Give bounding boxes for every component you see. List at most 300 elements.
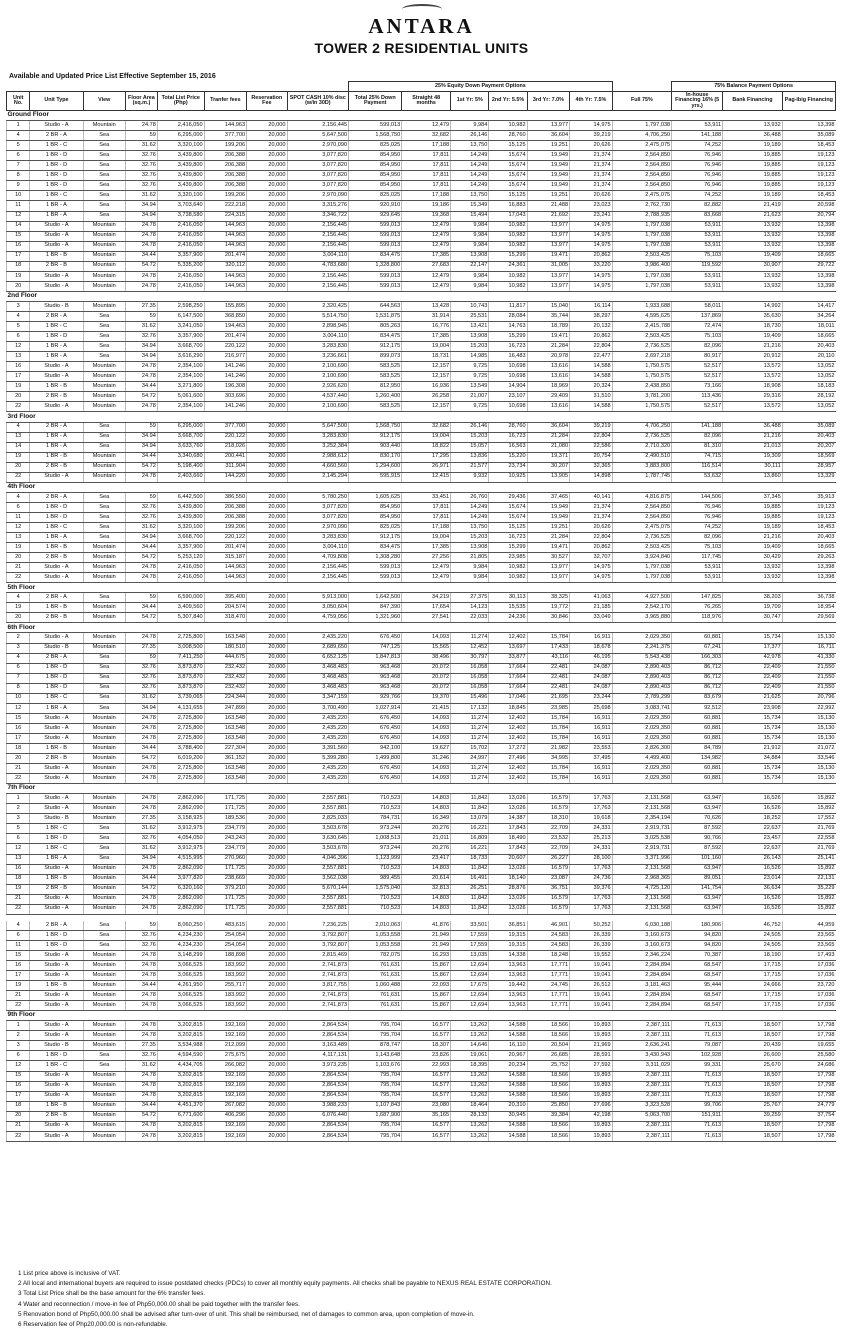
table-cell: 183,992 bbox=[204, 991, 247, 1001]
table-cell: 1,575,040 bbox=[349, 884, 402, 894]
table-cell: 4 bbox=[7, 311, 30, 321]
table-cell: Studio - A bbox=[30, 1091, 83, 1101]
table-cell: 3,468,483 bbox=[287, 673, 349, 683]
table-cell: 238,669 bbox=[204, 874, 247, 884]
table-cell: 14,249 bbox=[451, 512, 489, 522]
table-cell: 192,169 bbox=[204, 1021, 247, 1031]
table-cell: Sea bbox=[83, 824, 126, 834]
table-cell: 899,073 bbox=[349, 352, 402, 362]
table-cell: 14,975 bbox=[570, 121, 613, 131]
table-cell: 39,376 bbox=[570, 884, 613, 894]
table-cell: 17 bbox=[7, 251, 30, 261]
table-cell: 2,710,320 bbox=[612, 442, 672, 452]
table-cell: 30,907 bbox=[723, 261, 783, 271]
table-cell: 32.76 bbox=[126, 940, 158, 950]
table-cell: Studio - A bbox=[30, 231, 83, 241]
effective-date: Available and Updated Price List Effective September 15, 2016 bbox=[9, 73, 216, 80]
table-cell: 2,503,425 bbox=[612, 543, 672, 553]
table-cell: 24.78 bbox=[126, 1071, 158, 1081]
table-cell: Mountain bbox=[83, 991, 126, 1001]
table-cell: Mountain bbox=[83, 723, 126, 733]
table-cell: 1 bbox=[7, 121, 30, 131]
table-cell: 4 bbox=[7, 653, 30, 663]
table-cell: 4,054,050 bbox=[157, 834, 204, 844]
table-cell: 6 bbox=[7, 332, 30, 342]
table-cell: 15,892 bbox=[782, 794, 835, 804]
table-cell: 33,451 bbox=[402, 492, 451, 502]
table-cell: 20,000 bbox=[247, 960, 287, 970]
table-cell: 18,566 bbox=[527, 1071, 570, 1081]
table-cell: 2,557,881 bbox=[287, 794, 349, 804]
column-header: 2nd Yr: 5.5% bbox=[489, 92, 527, 111]
table-cell: 2,029,350 bbox=[612, 713, 672, 723]
table-cell: 22,637 bbox=[723, 844, 783, 854]
table-cell: 13,572 bbox=[723, 402, 783, 412]
table-cell: 14,975 bbox=[570, 241, 613, 251]
table-row bbox=[7, 543, 836, 553]
column-header: Straight 48 months bbox=[402, 92, 451, 111]
table-cell: 18,665 bbox=[782, 332, 835, 342]
table-cell: 68,547 bbox=[672, 971, 723, 981]
table-cell: 24,505 bbox=[723, 930, 783, 940]
table-cell: 1 BR - D bbox=[30, 151, 83, 161]
table-cell: 4,759,056 bbox=[287, 613, 349, 623]
table-cell: 15,892 bbox=[782, 904, 835, 914]
table-cell: 2 BR - B bbox=[30, 462, 83, 472]
table-cell: 20,403 bbox=[782, 432, 835, 442]
table-cell: 144,963 bbox=[204, 573, 247, 583]
table-cell: 6 bbox=[7, 502, 30, 512]
table-cell: Sea bbox=[83, 502, 126, 512]
table-cell: Studio - A bbox=[30, 794, 83, 804]
table-row bbox=[7, 1031, 836, 1041]
table-cell: 21,007 bbox=[451, 392, 489, 402]
table-cell: 119,592 bbox=[672, 261, 723, 271]
table-cell: 20,000 bbox=[247, 301, 287, 311]
table-cell: 2,029,350 bbox=[612, 633, 672, 643]
table-cell: 80,917 bbox=[672, 352, 723, 362]
table-cell: 28,132 bbox=[451, 1111, 489, 1121]
table-cell: 3,391,560 bbox=[287, 744, 349, 754]
table-cell: 3,468,483 bbox=[287, 663, 349, 673]
table-cell: 141,246 bbox=[204, 362, 247, 372]
table-cell: 912,175 bbox=[349, 342, 402, 352]
table-cell: 13,977 bbox=[527, 271, 570, 281]
table-cell: 13,836 bbox=[451, 452, 489, 462]
table-cell: 54.72 bbox=[126, 613, 158, 623]
table-cell: 2,557,881 bbox=[287, 864, 349, 874]
table-cell: 24.78 bbox=[126, 960, 158, 970]
table-cell: 20,000 bbox=[247, 201, 287, 211]
floor-name: 4th Floor bbox=[7, 482, 836, 492]
table-cell: 761,631 bbox=[349, 1001, 402, 1011]
table-cell: 9,984 bbox=[451, 121, 489, 131]
table-cell: 13,932 bbox=[723, 271, 783, 281]
table-cell: 676,450 bbox=[349, 713, 402, 723]
table-cell: 22 bbox=[7, 472, 30, 482]
table-cell: 12 bbox=[7, 703, 30, 713]
table-cell: 2,862,090 bbox=[157, 794, 204, 804]
table-cell: 3,252,384 bbox=[287, 442, 349, 452]
table-cell: 31,510 bbox=[570, 392, 613, 402]
table-cell: 17,798 bbox=[782, 1121, 835, 1131]
table-cell: 20,000 bbox=[247, 794, 287, 804]
table-cell: 21,550 bbox=[782, 683, 835, 693]
table-cell: 2,131,568 bbox=[612, 904, 672, 914]
table-cell: 21,969 bbox=[570, 1041, 613, 1051]
table-cell: 34.94 bbox=[126, 854, 158, 864]
table-cell: 19,004 bbox=[402, 342, 451, 352]
table-cell: 46,195 bbox=[570, 653, 613, 663]
table-cell: 2,475,075 bbox=[612, 141, 672, 151]
table-cell: 3,924,840 bbox=[612, 553, 672, 563]
table-cell: 2,862,090 bbox=[157, 894, 204, 904]
table-cell: 710,523 bbox=[349, 794, 402, 804]
table-cell: 2,435,220 bbox=[287, 713, 349, 723]
column-header: Total List Price (Php) bbox=[157, 92, 204, 111]
table-cell: 20,000 bbox=[247, 854, 287, 864]
table-cell: 11,274 bbox=[451, 713, 489, 723]
table-cell: 22,409 bbox=[723, 673, 783, 683]
table-cell: 20,000 bbox=[247, 432, 287, 442]
table-cell: Sea bbox=[83, 1051, 126, 1061]
table-cell: 20,000 bbox=[247, 392, 287, 402]
table-cell: 23,023 bbox=[570, 201, 613, 211]
equity-dp-header: 25% Equity Down Payment Options bbox=[349, 82, 613, 92]
table-cell: 200,441 bbox=[204, 452, 247, 462]
table-cell: 18,908 bbox=[723, 382, 783, 392]
table-cell: 3,503,678 bbox=[287, 824, 349, 834]
table-row bbox=[7, 960, 836, 970]
table-cell: 3,077,820 bbox=[287, 161, 349, 171]
table-cell: 2,416,050 bbox=[157, 231, 204, 241]
table-cell: 20,000 bbox=[247, 774, 287, 784]
table-cell: 2,564,850 bbox=[612, 512, 672, 522]
table-cell: 24.78 bbox=[126, 713, 158, 723]
table-cell: 32,682 bbox=[402, 422, 451, 432]
table-cell: 1 BR - C bbox=[30, 1061, 83, 1071]
table-cell: 20,000 bbox=[247, 764, 287, 774]
table-cell: Mountain bbox=[83, 121, 126, 131]
table-cell: 17,036 bbox=[782, 960, 835, 970]
table-cell: 41,063 bbox=[570, 593, 613, 603]
table-cell: 19,409 bbox=[723, 332, 783, 342]
table-cell: 3,788,400 bbox=[157, 744, 204, 754]
table-cell: 7,236,225 bbox=[287, 921, 349, 931]
table-cell: 2,564,850 bbox=[612, 171, 672, 181]
table-cell: 2,416,050 bbox=[157, 241, 204, 251]
table-cell: 3,357,900 bbox=[157, 332, 204, 342]
table-cell: 13,428 bbox=[402, 301, 451, 311]
table-cell: 20,000 bbox=[247, 422, 287, 432]
table-cell: 144,963 bbox=[204, 563, 247, 573]
table-cell: 20,000 bbox=[247, 1021, 287, 1031]
table-cell: 12,157 bbox=[402, 372, 451, 382]
table-cell: 2 BR - B bbox=[30, 613, 83, 623]
table-cell: 13,905 bbox=[527, 472, 570, 482]
table-cell: 90,766 bbox=[672, 834, 723, 844]
table-cell: 15,496 bbox=[451, 693, 489, 703]
table-cell: 36,604 bbox=[527, 131, 570, 141]
table-cell: 15,867 bbox=[402, 960, 451, 970]
table-cell: Sea bbox=[83, 141, 126, 151]
table-cell: 14,588 bbox=[489, 1121, 527, 1131]
table-cell: 1,499,800 bbox=[349, 754, 402, 764]
table-cell: 15,130 bbox=[782, 713, 835, 723]
table-cell: 1 BR - B bbox=[30, 603, 83, 613]
table-cell: 18,789 bbox=[527, 322, 570, 332]
table-cell: 395,400 bbox=[204, 593, 247, 603]
table-cell: 75,103 bbox=[672, 332, 723, 342]
column-header: 1st Yr: 5% bbox=[451, 92, 489, 111]
table-cell: 805,263 bbox=[349, 322, 402, 332]
table-cell: 19 bbox=[7, 981, 30, 991]
table-cell: 24,087 bbox=[570, 673, 613, 683]
table-cell: 22 bbox=[7, 402, 30, 412]
table-cell: 16,776 bbox=[402, 322, 451, 332]
table-cell: Studio - A bbox=[30, 633, 83, 643]
table-cell: 761,631 bbox=[349, 991, 402, 1001]
table-cell: 18,566 bbox=[527, 1021, 570, 1031]
table-cell: 377,700 bbox=[204, 131, 247, 141]
table-cell: 212,099 bbox=[204, 1041, 247, 1051]
table-cell: 83,679 bbox=[672, 693, 723, 703]
table-cell: 10 bbox=[7, 191, 30, 201]
table-cell: 12,479 bbox=[402, 221, 451, 231]
table-cell: 144,963 bbox=[204, 241, 247, 251]
table-cell: 38,325 bbox=[527, 593, 570, 603]
table-cell: 18,566 bbox=[527, 1091, 570, 1101]
table-cell: 18,252 bbox=[723, 814, 783, 824]
table-cell: 14,975 bbox=[570, 231, 613, 241]
table-cell: 2,557,881 bbox=[287, 904, 349, 914]
table-cell: 2,100,690 bbox=[287, 402, 349, 412]
table-cell: 74,715 bbox=[672, 452, 723, 462]
table-cell: 21,982 bbox=[527, 744, 570, 754]
table-cell: 2,741,873 bbox=[287, 960, 349, 970]
table-cell: 20,000 bbox=[247, 713, 287, 723]
table-cell: 16,723 bbox=[489, 533, 527, 543]
table-cell: Sea bbox=[83, 201, 126, 211]
table-cell: 12,402 bbox=[489, 723, 527, 733]
table-cell: 361,152 bbox=[204, 754, 247, 764]
table-cell: 24.78 bbox=[126, 221, 158, 231]
table-row bbox=[7, 301, 836, 311]
table-cell: 31,246 bbox=[402, 754, 451, 764]
table-cell: 14,387 bbox=[489, 814, 527, 824]
table-cell: 583,525 bbox=[349, 372, 402, 382]
table-cell: 15,130 bbox=[782, 633, 835, 643]
table-cell: 224,315 bbox=[204, 211, 247, 221]
table-cell: 15,734 bbox=[723, 633, 783, 643]
table-cell: 39,219 bbox=[570, 131, 613, 141]
brand-name: ANTARA bbox=[368, 14, 475, 38]
table-cell: 13,026 bbox=[489, 804, 527, 814]
table-cell: 21,284 bbox=[527, 432, 570, 442]
table-cell: 3,311,029 bbox=[612, 1061, 672, 1071]
table-cell: 71,613 bbox=[672, 1091, 723, 1101]
table-cell: 24.78 bbox=[126, 1081, 158, 1091]
table-cell: 13,035 bbox=[451, 950, 489, 960]
table-cell: 3,066,525 bbox=[157, 1001, 204, 1011]
table-cell: 17,433 bbox=[527, 643, 570, 653]
table-cell: 1 BR - A bbox=[30, 211, 83, 221]
table-cell: 17,036 bbox=[782, 1001, 835, 1011]
table-cell: 5,335,200 bbox=[157, 261, 204, 271]
table-row bbox=[7, 462, 836, 472]
table-cell: 12,694 bbox=[451, 960, 489, 970]
table-cell: 155,895 bbox=[204, 301, 247, 311]
table-cell: 2 BR - A bbox=[30, 492, 83, 502]
table-cell: 1,103,676 bbox=[349, 1061, 402, 1071]
table-cell: 20,000 bbox=[247, 402, 287, 412]
table-cell: 5,913,000 bbox=[287, 593, 349, 603]
table-row bbox=[7, 201, 836, 211]
table-cell: 192,169 bbox=[204, 1091, 247, 1101]
table-cell: 16,058 bbox=[451, 673, 489, 683]
table-cell: 87,592 bbox=[672, 824, 723, 834]
table-cell: 35,913 bbox=[782, 492, 835, 502]
table-cell: 28,760 bbox=[489, 131, 527, 141]
table-cell: 3,202,815 bbox=[157, 1071, 204, 1081]
table-cell: 19,251 bbox=[527, 522, 570, 532]
table-cell: 13,262 bbox=[451, 1031, 489, 1041]
table-cell: 14,249 bbox=[451, 502, 489, 512]
table-row bbox=[7, 593, 836, 603]
table-cell: 1 BR - C bbox=[30, 844, 83, 854]
price-list-table bbox=[6, 81, 836, 1142]
table-cell: 24.78 bbox=[126, 573, 158, 583]
table-cell: 13,079 bbox=[451, 814, 489, 824]
table-cell: 59 bbox=[126, 492, 158, 502]
table-cell: 26,600 bbox=[723, 1051, 783, 1061]
table-cell: 16,711 bbox=[782, 643, 835, 653]
table-cell: 82,882 bbox=[672, 201, 723, 211]
table-cell: 19,123 bbox=[782, 512, 835, 522]
table-cell: 20,000 bbox=[247, 332, 287, 342]
table-row bbox=[7, 940, 836, 950]
table-cell: 42,978 bbox=[723, 653, 783, 663]
table-cell: 38,203 bbox=[723, 593, 783, 603]
table-cell: 76,946 bbox=[672, 512, 723, 522]
table-cell: Studio - B bbox=[30, 814, 83, 824]
floor-header-row bbox=[7, 111, 836, 121]
table-cell: 22,804 bbox=[570, 342, 613, 352]
table-cell: 784,731 bbox=[349, 814, 402, 824]
table-cell: 14,093 bbox=[402, 713, 451, 723]
table-cell: Sea bbox=[83, 151, 126, 161]
table-cell: 20,132 bbox=[570, 322, 613, 332]
table-cell: 113,436 bbox=[672, 392, 723, 402]
table-cell: 34.94 bbox=[126, 533, 158, 543]
table-row bbox=[7, 372, 836, 382]
column-header-row bbox=[7, 92, 836, 111]
table-cell: 53,911 bbox=[672, 231, 723, 241]
table-cell: 2,490,510 bbox=[612, 452, 672, 462]
table-cell: 34,264 bbox=[782, 311, 835, 321]
table-cell: 15,349 bbox=[451, 201, 489, 211]
table-cell: 1,568,750 bbox=[349, 131, 402, 141]
table-row bbox=[7, 422, 836, 432]
table-cell: 2,029,350 bbox=[612, 764, 672, 774]
table-cell: 192,169 bbox=[204, 1081, 247, 1091]
table-cell: 2,416,050 bbox=[157, 563, 204, 573]
table-cell: 812,950 bbox=[349, 382, 402, 392]
table-cell: 134,982 bbox=[672, 754, 723, 764]
table-cell: 3,077,820 bbox=[287, 502, 349, 512]
table-cell: 16,579 bbox=[527, 894, 570, 904]
table-cell: 13,572 bbox=[723, 362, 783, 372]
table-cell: 854,950 bbox=[349, 161, 402, 171]
table-cell: 3,236,661 bbox=[287, 352, 349, 362]
table-row bbox=[7, 834, 836, 844]
table-cell: 19,885 bbox=[723, 171, 783, 181]
table-cell: 17,811 bbox=[402, 161, 451, 171]
table-cell: 20 bbox=[7, 392, 30, 402]
table-cell: 19,885 bbox=[723, 151, 783, 161]
table-cell: 199,206 bbox=[204, 141, 247, 151]
table-cell: 825,025 bbox=[349, 191, 402, 201]
table-cell: 599,013 bbox=[349, 221, 402, 231]
table-cell: 18,507 bbox=[723, 1071, 783, 1081]
table-cell: 29,569 bbox=[782, 613, 835, 623]
table-cell: 1,260,400 bbox=[349, 392, 402, 402]
table-cell: 2,475,075 bbox=[612, 522, 672, 532]
table-cell: 4,660,560 bbox=[287, 462, 349, 472]
table-cell: 13,616 bbox=[527, 362, 570, 372]
table-row bbox=[7, 643, 836, 653]
table-cell: Mountain bbox=[83, 981, 126, 991]
table-cell: Sea bbox=[83, 921, 126, 931]
table-cell: 18,665 bbox=[782, 543, 835, 553]
table-cell: 32.76 bbox=[126, 161, 158, 171]
table-cell: 5 bbox=[7, 824, 30, 834]
table-cell: 303,696 bbox=[204, 392, 247, 402]
table-cell: Mountain bbox=[83, 874, 126, 884]
table-cell: 82,096 bbox=[672, 432, 723, 442]
table-cell: 24.78 bbox=[126, 894, 158, 904]
table-cell: Sea bbox=[83, 844, 126, 854]
table-cell: 20,000 bbox=[247, 1041, 287, 1051]
table-cell: 6 bbox=[7, 834, 30, 844]
table-cell: 1,008,513 bbox=[349, 834, 402, 844]
table-cell: 76,946 bbox=[672, 502, 723, 512]
table-cell: Mountain bbox=[83, 950, 126, 960]
table-cell: 6 bbox=[7, 1051, 30, 1061]
table-cell: 1 BR - D bbox=[30, 930, 83, 940]
table-row bbox=[7, 352, 836, 362]
table-cell: 20,000 bbox=[247, 231, 287, 241]
table-cell: 3,668,700 bbox=[157, 432, 204, 442]
table-cell: 2,503,425 bbox=[612, 332, 672, 342]
table-cell: 20,000 bbox=[247, 472, 287, 482]
table-cell: 1,053,558 bbox=[349, 930, 402, 940]
table-cell: 3,025,538 bbox=[612, 834, 672, 844]
table-cell: 15,494 bbox=[451, 211, 489, 221]
table-cell: 23,720 bbox=[782, 981, 835, 991]
table-row bbox=[7, 703, 836, 713]
table-cell: 22,481 bbox=[527, 673, 570, 683]
table-cell: 16,577 bbox=[402, 1031, 451, 1041]
table-cell: 39,259 bbox=[723, 1111, 783, 1121]
table-cell: 15,867 bbox=[402, 991, 451, 1001]
table-cell: 21,550 bbox=[782, 663, 835, 673]
table-cell: 2,354,100 bbox=[157, 372, 204, 382]
table-cell: 12,479 bbox=[402, 241, 451, 251]
table-cell: 13,977 bbox=[527, 241, 570, 251]
table-cell: 13,572 bbox=[723, 372, 783, 382]
table-cell: 847,390 bbox=[349, 603, 402, 613]
